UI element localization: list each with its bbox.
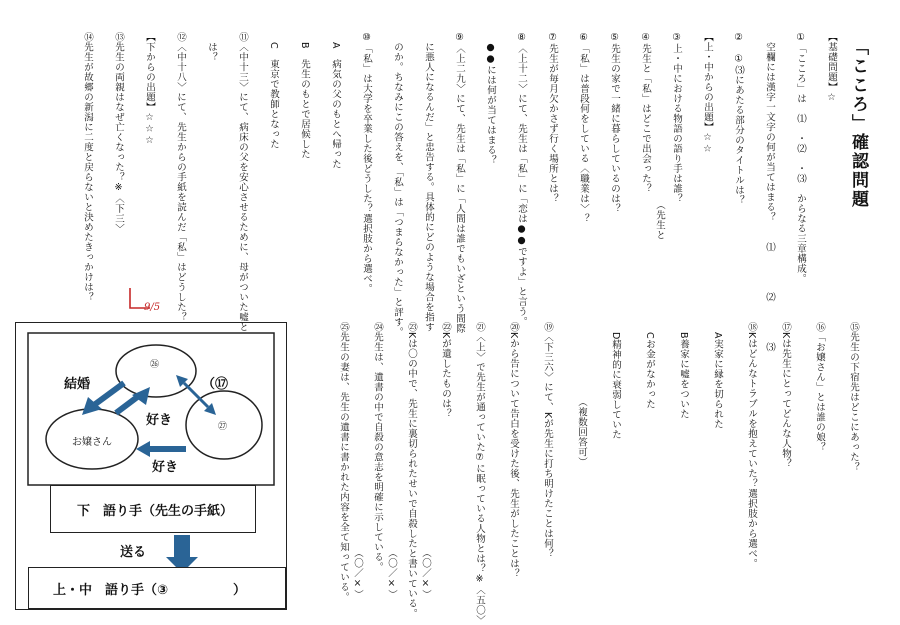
question-line: D精神的に衰弱していた [609,322,621,440]
question-line: ⑨〈上二九〉にて、先生は「私」に「人間は誰でもいざという間際 [453,32,465,334]
question-line: ⑯「お嬢さん」とは誰の娘？ [813,322,825,452]
arrow-marriage [94,383,124,405]
handwritten-mark [124,284,161,318]
question-line: （複数回答可） [575,322,587,468]
question-line: ③上・中における物語の語り手は誰？ [670,32,682,204]
question-line: ⑩「私」は大学を卒業した後どうした？選択肢から選べ。 [360,32,372,294]
question-line: A実家に縁を切られた [711,322,723,429]
box-narrator-final [28,567,286,609]
ox-choice[interactable]: （〇／×） [351,548,363,600]
relationship-diagram [15,322,287,610]
question-line: ⑰Kは先生にとってどんな人物？ [779,322,791,469]
question-line: 【上・中からの出題】☆☆ [701,32,713,155]
question-line: Cお金がなかった [643,322,655,410]
question-line: ④先生と「私」はどこで出会った？ [639,32,651,194]
label-circle-26: ㉖ [150,360,160,370]
label-paren-17: （⑰ [202,377,229,392]
question-line: に悪人になるんだ」と忠告する。具体的にどのような場合を指す [422,32,434,332]
label-like-1: 好き [146,413,173,428]
arrow-send-shaft [174,535,190,557]
label-like-2: 好き [152,460,179,475]
question-line: 【基礎問題】☆ [825,32,837,104]
question-line: ⑦先生が毎月欠かさず行く場所とは？ [546,32,558,204]
question-line: ㉑〈上〉で先生が通っていた⑦に眠っている人物とは？※〈五〇〉 [473,322,485,625]
question-line: ⑲〈下三六〉にて、Kが先生に打ち明けたことは何？ [541,322,553,559]
ox-choice[interactable]: （〇／×） [385,548,397,600]
ox-choice[interactable]: （〇／×） [419,548,431,600]
box-narrator-final-text: 上・中 語り手（③ ） [53,582,247,598]
question-line: のか。ちなみにこの答えを、「私」は「つまらなかった」と評す。 [391,32,403,338]
question-line: ⑬先生の両親はなぜ亡くなった？※〈下三〉 [112,32,124,234]
label-send: 送る [120,545,147,560]
question-line: 空欄には漢字一文字の何が当てはまる？ ⑴ ⑵ ⑶ [763,32,775,352]
page-title: 「こころ」確認問題 [848,38,868,209]
question-line: A 病気の父のもとへ帰った [329,32,341,169]
question-line: ㉕先生の妻は、先生の遺書に書かれた内容を全て知っている。 [337,322,349,602]
question-line: ㉒Kが遺したものは？ [439,322,451,419]
label-circle-27: ㉗ [218,422,228,432]
question-line: ⑮先生の下宿先はどこにあった？ [847,322,859,472]
box-narrator-bottom-text: 下 語り手（先生の手紙） [77,503,234,519]
question-line: ⑪〈中十三〉にて、病床の父を安心させるために、母がついた嘘と [236,32,248,332]
question-line: ⑭先生が故郷の新潟に二度と戻らないと決めたきっかけは？ [81,32,93,302]
question-line: ② ①⑶にあたる部分のタイトルは？ [732,32,744,205]
question-line: B 先生のもとで居候した [298,32,310,160]
question-line: ①「こころ」は ⑴ ・⑵ ・⑶ からなる三章構成。 [794,32,806,284]
box-narrator-bottom [50,485,256,533]
question-line: ⑥「私」は普段何をしている〈職業は〉？ [577,32,589,224]
question-line: ⑳Kから告について告白を受けた後、先生がしたことは？ [507,322,519,579]
question-line: C 東京で教師となった [267,32,279,150]
question-line: ⑫〈中十八〉にて、先生からの手紙を読んだ「私」はどうした？ [174,32,186,322]
question-line: ⑱Kはどんなトラブルを抱えていた？選択肢から選べ。 [745,322,757,569]
question-line: ㉔先生は、遺書の中で自殺の意志を明確に示している。 [371,322,383,572]
question-line: ㉓Kは〇の中で、先生に裏切られたせいで自殺したと書いている。 [405,322,417,619]
circle-26 [116,345,196,397]
question-line: B養家に嘘をついた [677,322,689,420]
question-line: 【下からの出題】☆☆☆ [143,32,155,147]
sensei-suffix: （先生と [653,200,665,240]
label-marriage: 結婚 [64,377,91,392]
handwritten-score: 9/5 [144,302,161,313]
question-line: ⑤先生の家で一緒に暮らしているのは？ [608,32,620,214]
question-line: ●●には何が当てはまる？ [484,32,496,165]
question-line: ⑧〈上十二〉にて、先生は「私」に「恋は●●ですよ」と言う。 [515,32,527,327]
question-line: は？ [205,32,217,62]
label-ojosan: お嬢さん [72,437,112,448]
